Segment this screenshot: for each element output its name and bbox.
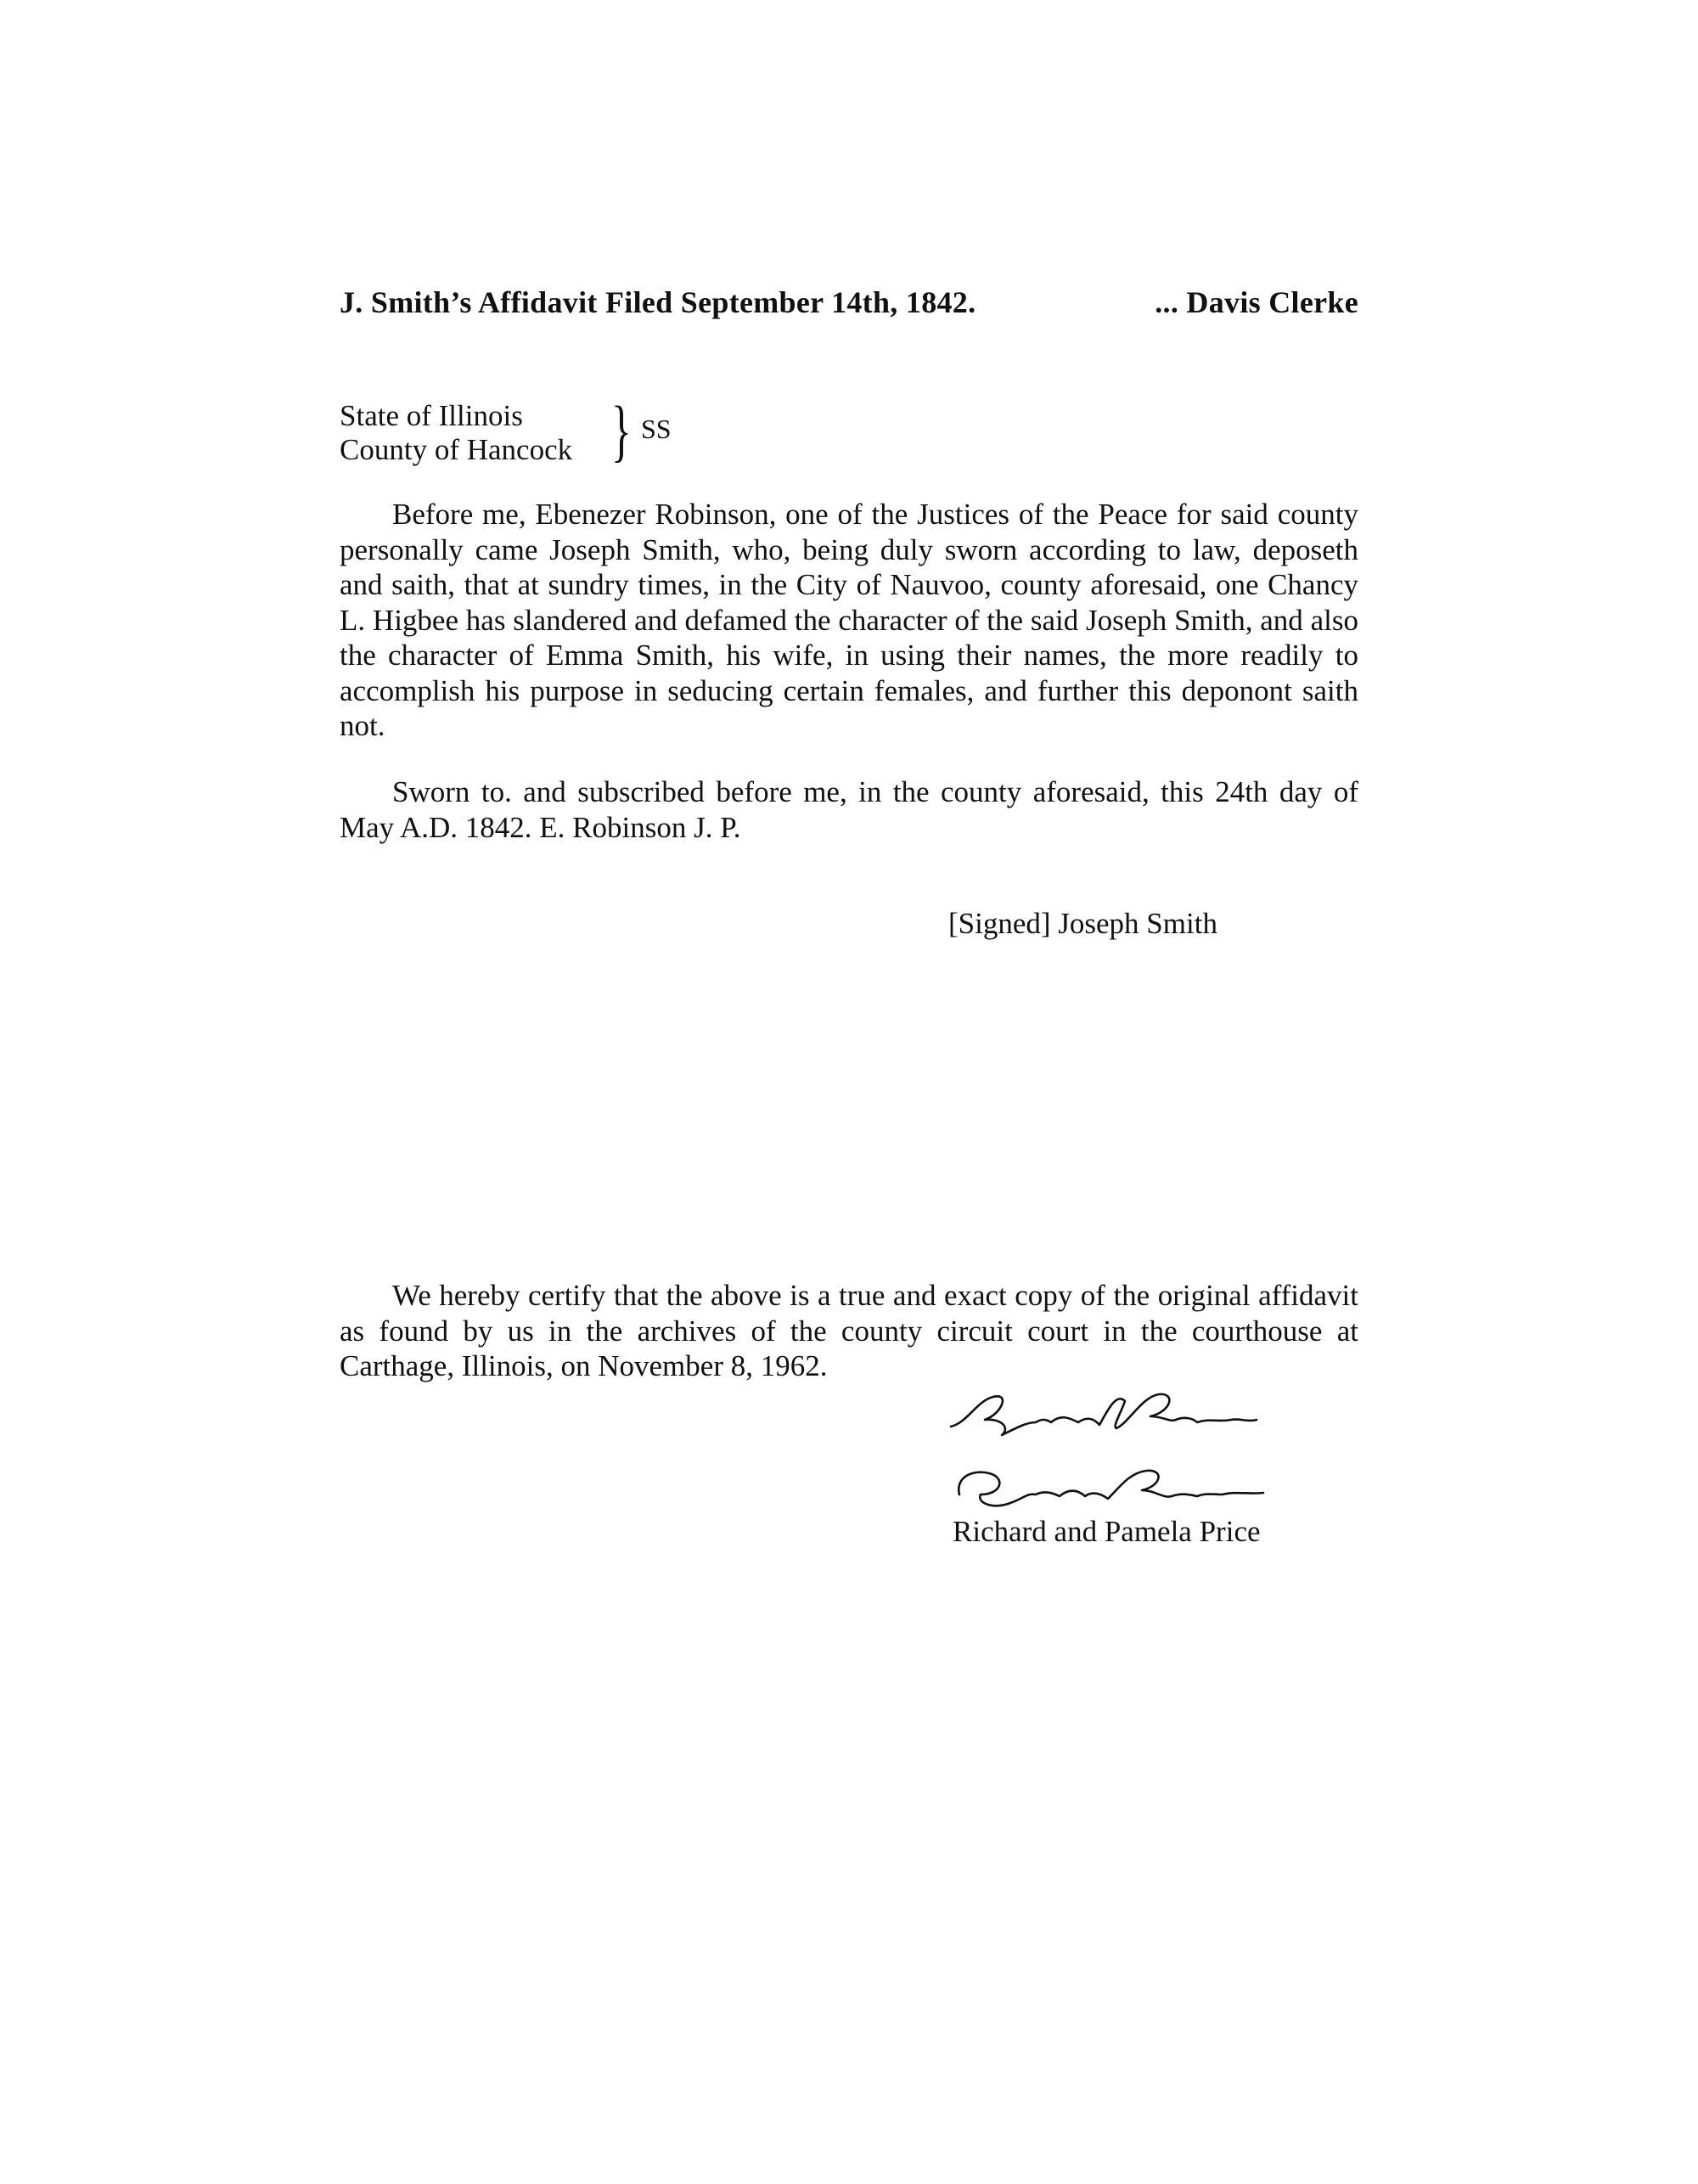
signature-pamela-price: [959, 1471, 1263, 1506]
venue-state: State of Illinois: [340, 399, 523, 432]
sworn-paragraph: Sworn to. and subscribed before me, in the county aforesaid, this 24th day of May A.D. 1842. E. Robinson J. P.: [340, 775, 1358, 844]
affidavit-paragraph: Before me, Ebenezer Robinson, one of the Justices of the Peace for said county personally came Joseph Smith, who, being duly sworn according to law, deposeth and saith, that at sundry times, in the City of Nauvoo, county aforesaid, one Chancy L. Higbee has slandered and defamed the character of the said Joseph Smith, and also the character of Emma Smith, his wife, in using their names, the more readily to accomplish his purpose in seducing certain females, and further this deponont saith not.: [340, 498, 1358, 742]
venue-ss: SS: [641, 414, 672, 444]
signed-line: [Signed] Joseph Smith: [948, 907, 1217, 940]
signature-richard-price: [951, 1394, 1257, 1435]
heading-clerk: ... Davis Clerke: [1155, 285, 1358, 319]
venue-county: County of Hancock: [340, 433, 573, 466]
printed-signatory-names: Richard and Pamela Price: [953, 1515, 1261, 1548]
handwritten-signatures: [942, 1376, 1341, 1520]
venue-block: [340, 391, 672, 469]
heading-title: J. Smith’s Affidavit Filed September 14th, 1842.: [340, 285, 976, 319]
venue-brace: }: [611, 391, 632, 469]
certification-paragraph: We hereby certify that the above is a true and exact copy of the original affidavit as found by us in the archives of the county circuit court in the courthouse at Carthage, Illinois, on November 8, 1962.: [340, 1279, 1358, 1382]
